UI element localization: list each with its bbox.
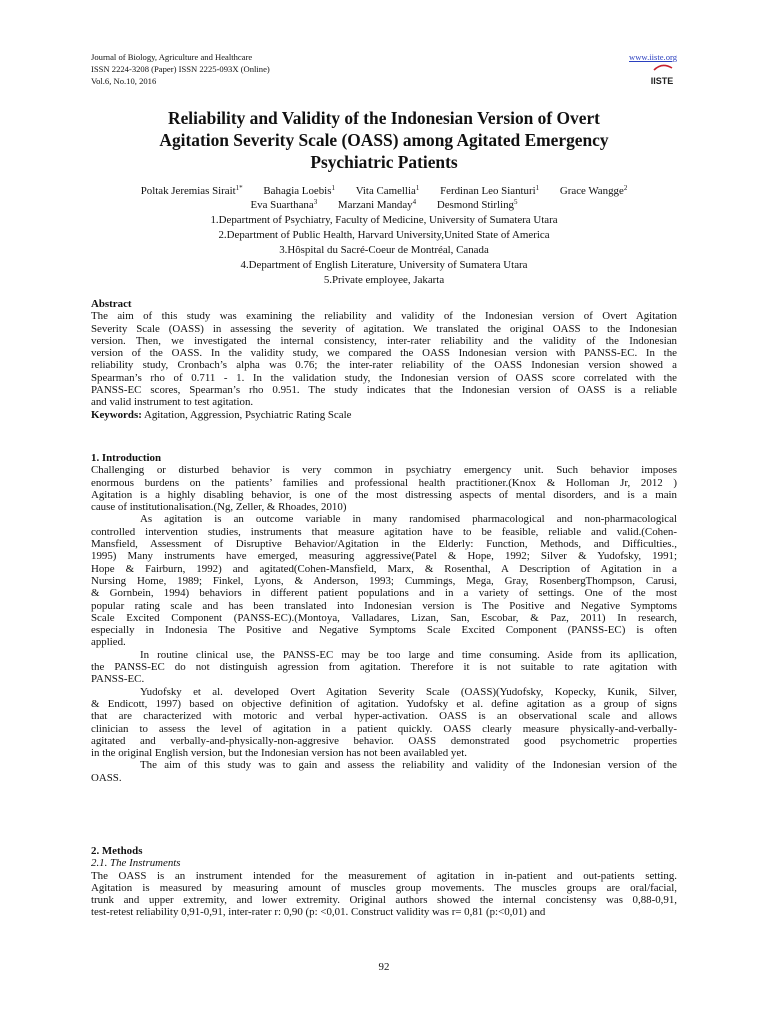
author: Desmond Stirling$^5$ xyxy=(436,198,518,211)
introduction-section xyxy=(91,452,677,784)
text-line: Mansfield, Assessment of Disruptive Behavior/Agitation in the Elderly: Function, Methods, and Difficulties., xyxy=(91,538,677,551)
text-line: Agitation is measured by measuring amount of muscles group movements. The muscles groups are oral/facial, xyxy=(91,881,677,894)
text-line: cause of institutionalisation.(Ng, Zeller, & Rhoades, 2010) xyxy=(91,501,347,514)
text-line: The aim of this study was examining the reliability and validity of the Indonesian version of Overt Agitation xyxy=(91,310,677,323)
text-line: & Gornbein, 1994) behaviors in different patient populations and in a variety of settings. One of the most xyxy=(91,587,677,600)
text-line: In routine clinical use, the PANSS-EC may be too large and time consuming. Aside from its apllication, xyxy=(140,648,677,661)
text-line: The OASS is an instrument intended for the measurement of agitation in in-patient and out-patients setting. xyxy=(91,869,677,882)
text-line: applied. xyxy=(91,636,126,649)
author: Vita Camellia$^1$ xyxy=(355,184,420,197)
text-line: in the original English version, but the Indonesian version has not been availabled yet. xyxy=(91,747,467,760)
text-line: Scale Excited Component (PANSS-EC).(Montoya, Valladares, Lizan, San, Escobar, & Paz, 2011) In research, xyxy=(91,611,677,624)
abstract-section xyxy=(91,298,677,421)
methods-subheading: 2.1. The Instruments xyxy=(91,857,181,870)
keywords: Keywords: Agitation, Aggression, Psychiatric Rating Scale xyxy=(91,408,352,421)
text-line: Spearman’s rho of 0.711 - 1. In the validation study, the Indonesian version of OASS score correlated with the xyxy=(91,371,677,384)
methods-heading: 2. Methods xyxy=(91,845,143,857)
author: Eva Suarthana$^3$ xyxy=(250,198,318,211)
paragraph xyxy=(91,513,677,648)
paragraph xyxy=(91,759,677,784)
abstract-heading: Abstract xyxy=(91,298,132,310)
text-line: agitated and verbally-and-physically-non-aggresive behavior. OASS demonstrated good psychometric properties xyxy=(91,734,677,747)
paragraph xyxy=(91,686,677,760)
journal-header xyxy=(91,51,677,95)
paragraph xyxy=(91,870,677,919)
journal-url-link[interactable]: www.iiste.org xyxy=(629,52,677,62)
author-list-continued xyxy=(91,198,677,213)
paper-title xyxy=(91,108,677,173)
paragraph xyxy=(91,464,677,513)
text-line: As agitation is an outcome variable in many randomised pharmacological and non-pharmacological xyxy=(140,513,677,526)
affiliation: 4.Department of English Literature, University of Sumatera Utara xyxy=(240,258,528,271)
affiliations xyxy=(91,213,677,288)
author: Bahagia Loebis$^1$ xyxy=(263,184,335,197)
iiste-logo xyxy=(648,64,676,86)
text-line: The aim of this study was to gain and assess the reliability and validity of the Indonesian version of the xyxy=(140,759,677,772)
paragraph xyxy=(91,649,677,686)
text-line: the PANSS-EC do not distinguish agression from agitation. Therefore it is not suitable to rate agitation with xyxy=(91,661,677,674)
author: Grace Wangge$^2$ xyxy=(559,184,628,197)
text-line: Severity Scale (OASS) in assessing the severity of agitation. We translated the original OASS to the Indonesian xyxy=(91,322,677,335)
text-line: trunk and upper extremity, and lower extremity. Original authors showed the internal concistensy was 0,88-0,91, xyxy=(91,894,677,907)
abstract-body xyxy=(91,310,677,408)
journal-name: Journal of Biology, Agriculture and Healthcare xyxy=(91,52,253,62)
affiliation: 3.Hôspital du Sacré-Coeur de Montréal, Canada xyxy=(279,243,489,256)
text-line: PANSS-EC scores, Spearman’s rho 0.951. The study indicates that the Indonesian version of OASS is a reliable xyxy=(91,384,677,397)
journal-volume: Vol.6, No.10, 2016 xyxy=(91,76,157,86)
introduction-heading: 1. Introduction xyxy=(91,452,161,464)
author-list xyxy=(91,184,677,199)
journal-issn: ISSN 2224-3208 (Paper) ISSN 2225-093X (Online) xyxy=(91,64,270,74)
text-line: reliability study, Cronbach’s alpha was 0.76; the inter-rater reliability of the OASS Indonesian version showed a xyxy=(91,359,677,372)
text-line: 1995) Many instruments have emerged, measuring aggressive(Patel & Hope, 1992; Silver & Yudofsky, 1991; xyxy=(91,550,677,563)
text-line: Nursing Home, 1989; Finkel, Lyons, & Anderson, 1993; Cummings, Mega, Gray, RosenbergThompson, Carusi, xyxy=(91,574,677,587)
text-line: clinician to assess the level of agitation in a patient quickly. OASS clearly measure physically-and-verbally- xyxy=(91,722,677,735)
text-line: & Endicott, 1997) based on objective definition of agitation. Yudofsky et al. define agitation as a group of signs xyxy=(91,697,677,710)
text-line: Hope & Fairburn, 1992) and agitated(Cohen-Mansfield, Marx, & Rosenthal, A Description of Agitation in a xyxy=(91,562,677,575)
text-line: especially in Indonesia The Positive and Negative Symptoms Scale Excited Component (PANSS-EC) is often xyxy=(91,624,677,637)
affiliation: 1.Department of Psychiatry, Faculty of Medicine, University of Sumatera Utara xyxy=(210,214,558,226)
title-line: Reliability and Validity of the Indonesian Version of Overt xyxy=(168,108,600,128)
affiliation: 5.Private employee, Jakarta xyxy=(323,273,445,286)
text-line: version of the OASS. In the validity study, we compared the OASS Indonesian version with PANSS-EC. In the xyxy=(91,347,677,360)
text-line: PANSS-EC. xyxy=(91,673,145,686)
text-line: Challenging or disturbed behavior is very common in psychiatry emergency unit. Such behavior imposes xyxy=(91,464,677,477)
text-line: that are characterized with motoric and verbal hyper-activation. OASS is an observational scale and allows xyxy=(91,710,677,723)
text-line: Yudofsky et al. developed Overt Agitation Severity Scale (OASS)(Yudofsky, Kopecky, Kunik, Silver, xyxy=(140,685,677,698)
page-number: 92 xyxy=(378,961,390,973)
methods-section xyxy=(91,845,677,919)
author: Poltak Jeremias Sirait$^{1*}$ xyxy=(140,184,243,197)
text-line: OASS. xyxy=(91,771,122,784)
text-line: and valid instrument to test agitation. xyxy=(91,396,254,409)
author-row xyxy=(91,184,677,199)
text-line: Agitation is a highly disabling behavior, is one of the most distressing aspects of mental disorders, and is a main xyxy=(91,488,677,501)
text-line: test-retest reliability 0,91-0,91, inter-rater r: 0,90 (p: <0,01. Construct validity was r= 0,81 (p:<0,01) and xyxy=(91,906,546,919)
affiliation: 2.Department of Public Health, Harvard University,United State of America xyxy=(218,228,550,241)
text-line: version. Then, we investigated the internal consistency, inter-rater reliability and the validity of the Indonesian xyxy=(91,334,677,347)
text-line: enormous burdens on the patients’ families and professional health practitioner.(Knox & Holloman Jr, 2012 ) xyxy=(91,476,677,489)
text-line: popular rating scale and has been translated into Indonesian version is The Positive and Negative Symptoms xyxy=(91,599,677,612)
author: Marzani Manday$^4$ xyxy=(337,198,417,211)
author-row xyxy=(91,198,677,213)
title-line: Psychiatric Patients xyxy=(310,151,458,172)
svg-text:IISTE: IISTE xyxy=(650,76,674,86)
title-line: Agitation Severity Scale (OASS) among Agitated Emergency xyxy=(159,129,609,150)
text-line: controlled intervention studies, instruments that measure agitation have to be feasible, reliable and valid.(Cohen- xyxy=(91,525,677,538)
author: Ferdinan Leo Sianturi$^1$ xyxy=(440,184,540,197)
